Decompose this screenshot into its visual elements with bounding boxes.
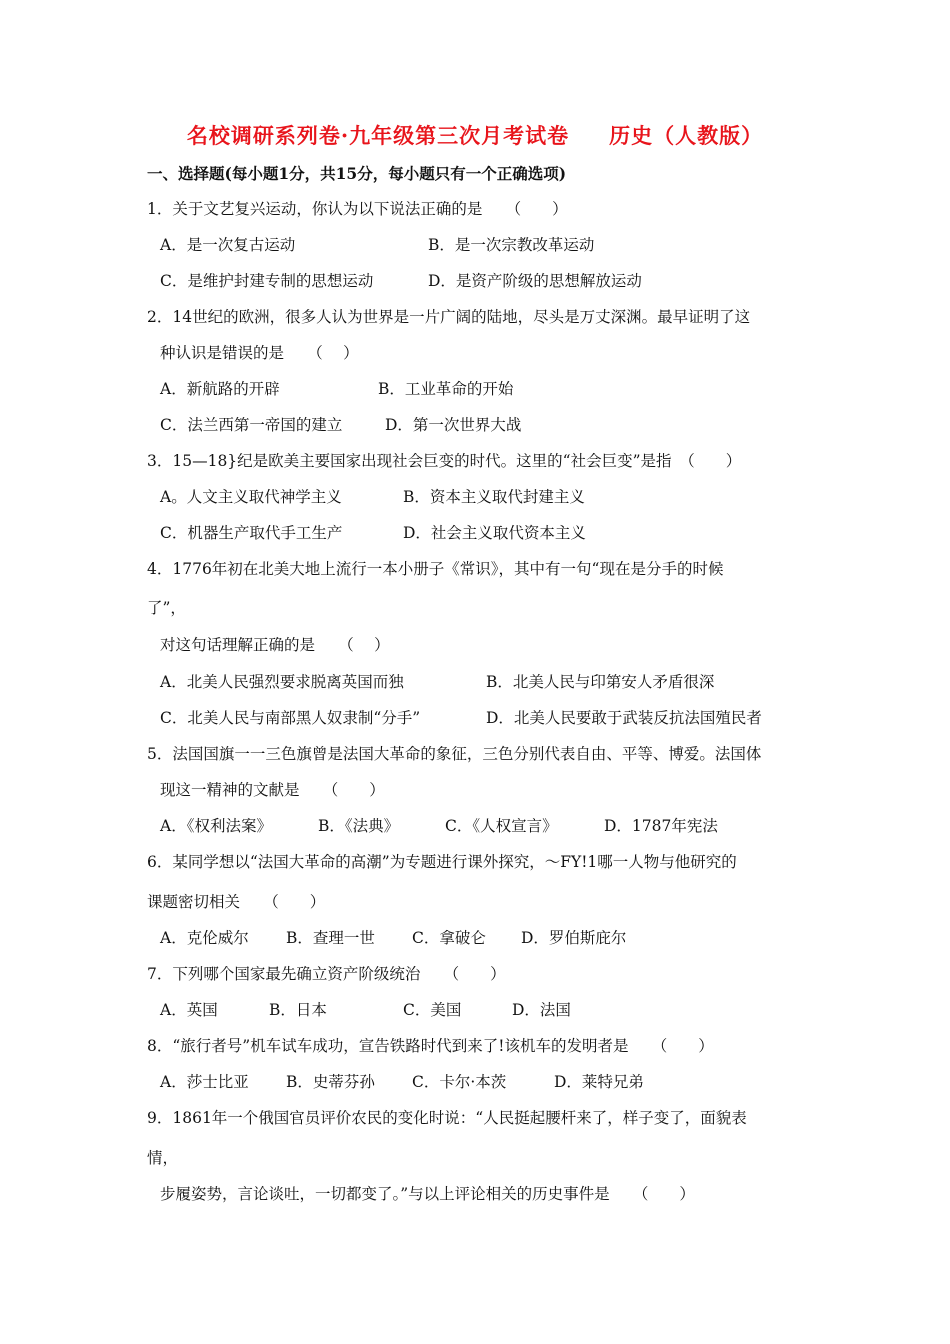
question-4-option-b: B．北美人民与印第安人矛盾很深 xyxy=(486,673,715,691)
question-9-stem-line-2: 情， xyxy=(147,1149,179,1167)
question-4-option-a: A．北美人民强烈要求脱离英国而独 xyxy=(160,673,404,691)
question-2-option-b: B．工业革命的开始 xyxy=(378,380,514,398)
question-4-stem-line-1: 4．1776年初在北美大地上流行一本小册子《常识》，其中有一句“现在是分手的时候 xyxy=(147,560,724,578)
question-3-option-d: D．社会主义取代资本主义 xyxy=(403,524,586,542)
question-6-stem-line-2: 课题密切相关 （ ） xyxy=(147,893,326,911)
section-heading: 一、选择题(每小题1分，共15分，每小题只有一个正确选项) xyxy=(147,164,567,183)
question-7-option-a: A．英国 xyxy=(160,1001,218,1019)
question-6-option-d: D．罗伯斯庇尔 xyxy=(521,929,627,947)
question-6-stem-line-1: 6．某同学想以“法国大革命的高潮”为专题进行课外探究，～FY!1哪一人物与他研究的 xyxy=(147,853,737,871)
question-8-option-c: C．卡尔·本茨 xyxy=(412,1073,507,1091)
question-2-option-a: A．新航路的开辟 xyxy=(160,380,280,398)
question-5-option-d: D．1787年宪法 xyxy=(604,817,718,835)
question-1-option-c: C．是维护封建专制的思想运动 xyxy=(160,272,374,290)
question-8-option-a: A．莎士比亚 xyxy=(160,1073,249,1091)
exam-title-main: 名校调研系列卷·九年级第三次月考试卷 xyxy=(186,123,570,148)
question-1-option-d: D．是资产阶级的思想解放运动 xyxy=(428,272,642,290)
question-5-stem-line-2: 现这一精神的文献是 （ ） xyxy=(160,781,385,799)
question-5-option-b: B．《法典》 xyxy=(318,817,400,835)
question-2-option-c: C．法兰西第一帝国的建立 xyxy=(160,416,343,434)
question-7-stem: 7．下列哪个国家最先确立资产阶级统治 （ ） xyxy=(147,965,506,983)
question-5-option-a: A．《权利法案》 xyxy=(160,817,272,835)
question-5-stem-line-1: 5．法国国旗一一三色旗曾是法国大革命的象征，三色分别代表自由、平等、博爱。法国体 xyxy=(147,745,762,763)
question-2-stem-line-2: 种认识是错误的是 （ ） xyxy=(160,344,359,362)
question-6-option-a: A．克伦威尔 xyxy=(160,929,249,947)
question-8-option-d: D．莱特兄弟 xyxy=(554,1073,644,1091)
question-7-option-d: D．法国 xyxy=(512,1001,571,1019)
question-2-stem-line-1: 2．14世纪的欧洲，很多人认为世界是一片广阔的陆地，尽头是万丈深渊。最早证明了这 xyxy=(147,308,751,326)
question-2-option-d: D．第一次世界大战 xyxy=(385,416,522,434)
question-9-stem-line-1: 9．1861年一个俄国官员评价农民的变化时说：“人民挺起腰杆来了，样子变了，面貌表 xyxy=(147,1109,747,1127)
question-7-option-b: B．日本 xyxy=(269,1001,327,1019)
question-1-stem: 1．关于文艺复兴运动，你认为以下说法正确的是 （ ） xyxy=(147,200,568,218)
question-4-stem-line-3: 对这句话理解正确的是 （ ） xyxy=(160,636,390,654)
question-1-option-b: B．是一次宗教改革运动 xyxy=(428,236,595,254)
question-4-stem-line-2: 了”， xyxy=(147,599,186,617)
question-5-option-c: C．《人权宣言》 xyxy=(445,817,558,835)
exam-title-subject: 历史（人教版） xyxy=(609,123,764,148)
question-9-stem-line-3: 步履姿势，言论谈吐，一切都变了。”与以上评论相关的历史事件是 （ ） xyxy=(160,1185,695,1203)
question-8-stem: 8．“旅行者号”机车试车成功，宣告铁路时代到来了!该机车的发明者是 （ ） xyxy=(147,1037,714,1055)
question-4-option-d: D．北美人民要敢于武装反抗法国殖民者 xyxy=(486,709,762,727)
question-3-stem: 3．15—18}纪是欧美主要国家出现社会巨变的时代。这里的“社会巨变”是指 （ ） xyxy=(147,452,742,470)
question-6-option-b: B．查理一世 xyxy=(286,929,375,947)
question-1-option-a: A．是一次复古运动 xyxy=(160,236,296,254)
question-6-option-c: C．拿破仑 xyxy=(412,929,486,947)
question-4-option-c: C．北美人民与南部黑人奴隶制“分手” xyxy=(160,709,421,727)
question-3-option-c: C．机器生产取代手工生产 xyxy=(160,524,343,542)
exam-title xyxy=(0,120,950,150)
question-3-option-a: A。人文主义取代神学主义 xyxy=(160,488,342,506)
question-8-option-b: B．史蒂芬孙 xyxy=(286,1073,375,1091)
question-7-option-c: C．美国 xyxy=(403,1001,462,1019)
question-3-option-b: B．资本主义取代封建主义 xyxy=(403,488,585,506)
